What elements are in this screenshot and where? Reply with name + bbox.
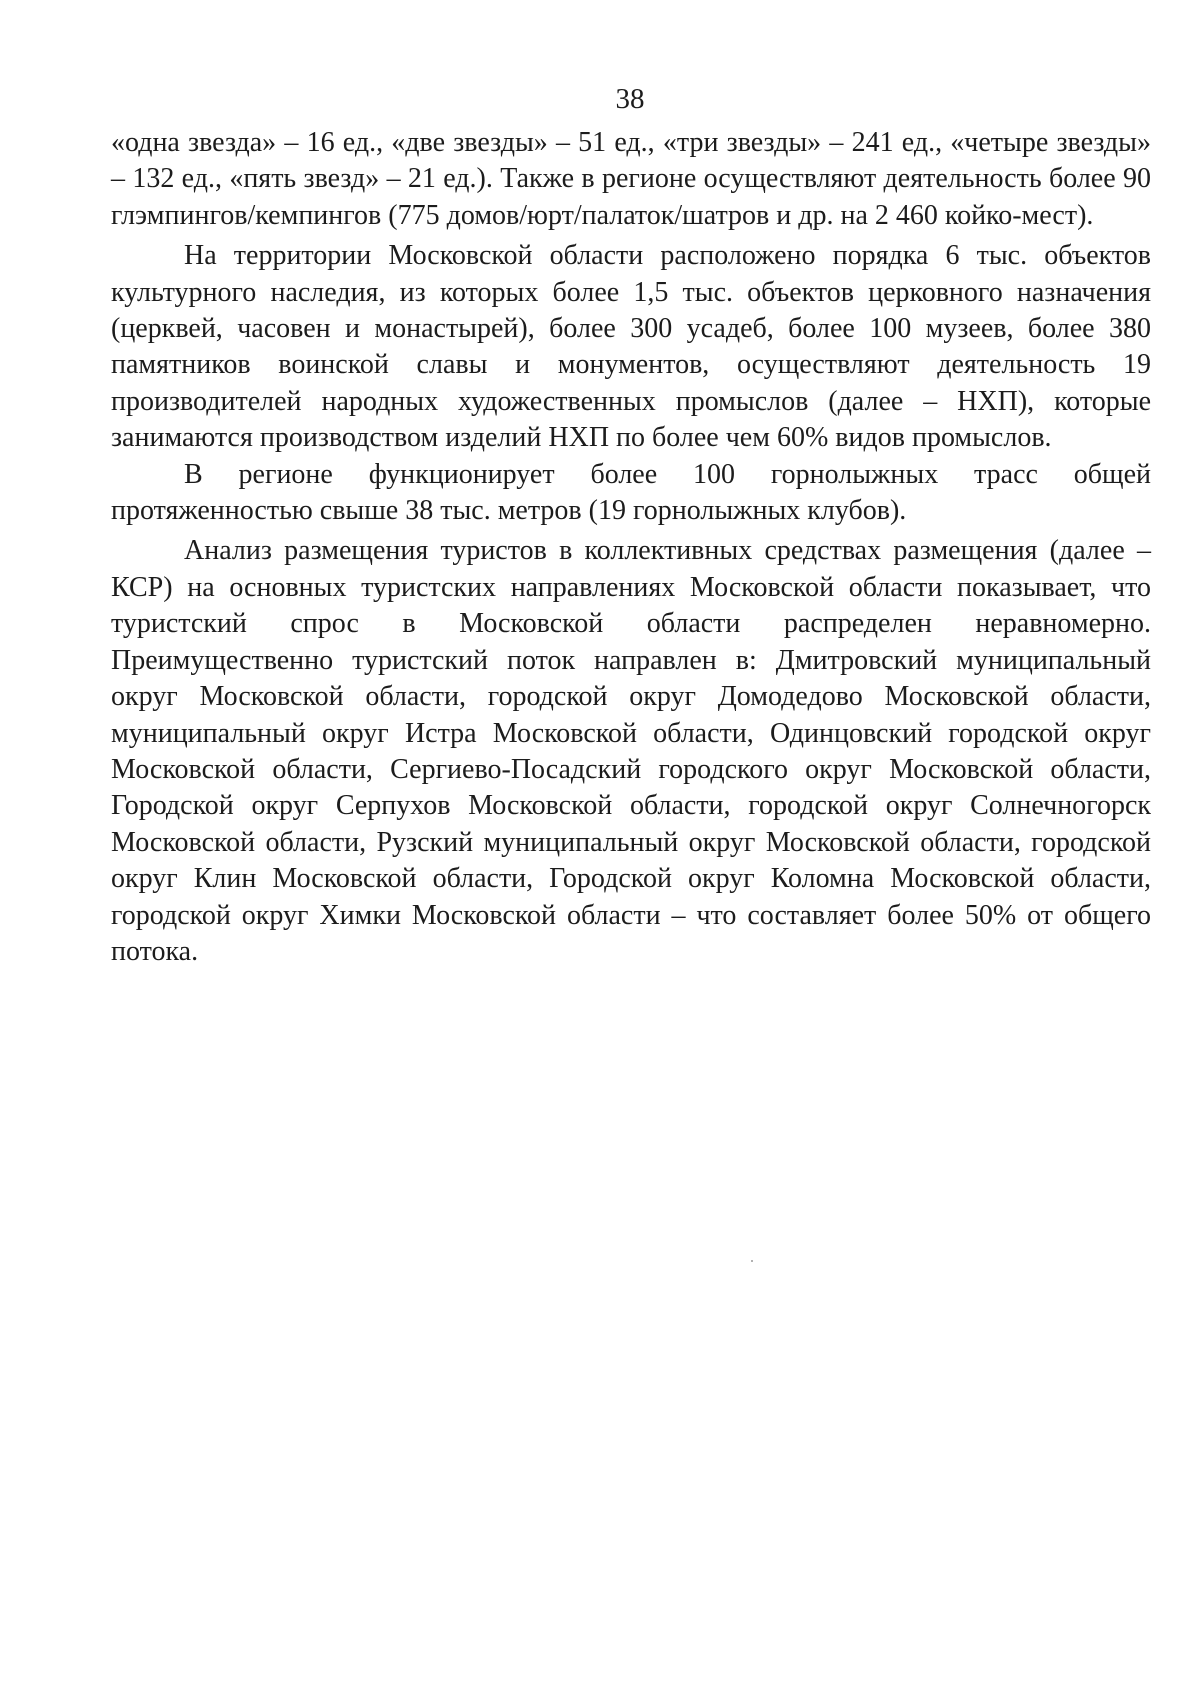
paragraph-continuation: «одна звезда» – 16 ед., «две звезды» – 51 ед., «три звезды» – 241 ед., «четыре звезды» – 132 ед., «пять звезд» – 21 ед.). Также в регионе осуществляют деятельность более 90 глэмпингов/кемпингов (775 домов/юрт/палаток/шатров и др. на 2 460 койко-мест). — [111, 127, 1151, 231]
paragraph-tourist-flow: Анализ размещения туристов в коллективных средствах размещения (далее – КСР) на основных туристских направлениях Московской области показывает, что туристский спрос в Московской области распределен неравномерно. Преимущественно туристский поток направлен в: Дмитровский муниципальный округ Московской области, городской округ Домодедово Московской области, муниципальный округ Истра Московской области, Одинцовский городской округ Московской области, Сергиево-Посадский городского округ Московской области, Городской округ Серпухов Московской области, городской округ Солнечногорск Московской области, Рузский муниципальный округ Московской области, городской округ Клин Московской области, Городской округ Коломна Московской области, городской округ Химки Московской области – что составляет более 50% от общего потока. — [111, 535, 1151, 967]
scan-artifact — [751, 1260, 753, 1262]
page-number: 38 — [615, 83, 645, 115]
paragraph-cultural-heritage: На территории Московской области расположено порядка 6 тыс. объектов культурного наследия, из которых более 1,5 тыс. объектов церковного назначения (церквей, часовен и монастырей), более 300 усадеб, более 100 музеев, более 380 памятников воинской славы и монументов, осуществляют деятельность 19 производителей народных художественных промыслов (далее – НХП), которые занимаются производством изделий НХП по более чем 60% видов промыслов. — [111, 240, 1151, 454]
paragraph-ski-slopes: В регионе функционирует более 100 горнолыжных трасс общей протяженностью свыше 38 тыс. метров (19 горнолыжных клубов). — [111, 458, 1151, 527]
body-text — [111, 125, 1151, 970]
